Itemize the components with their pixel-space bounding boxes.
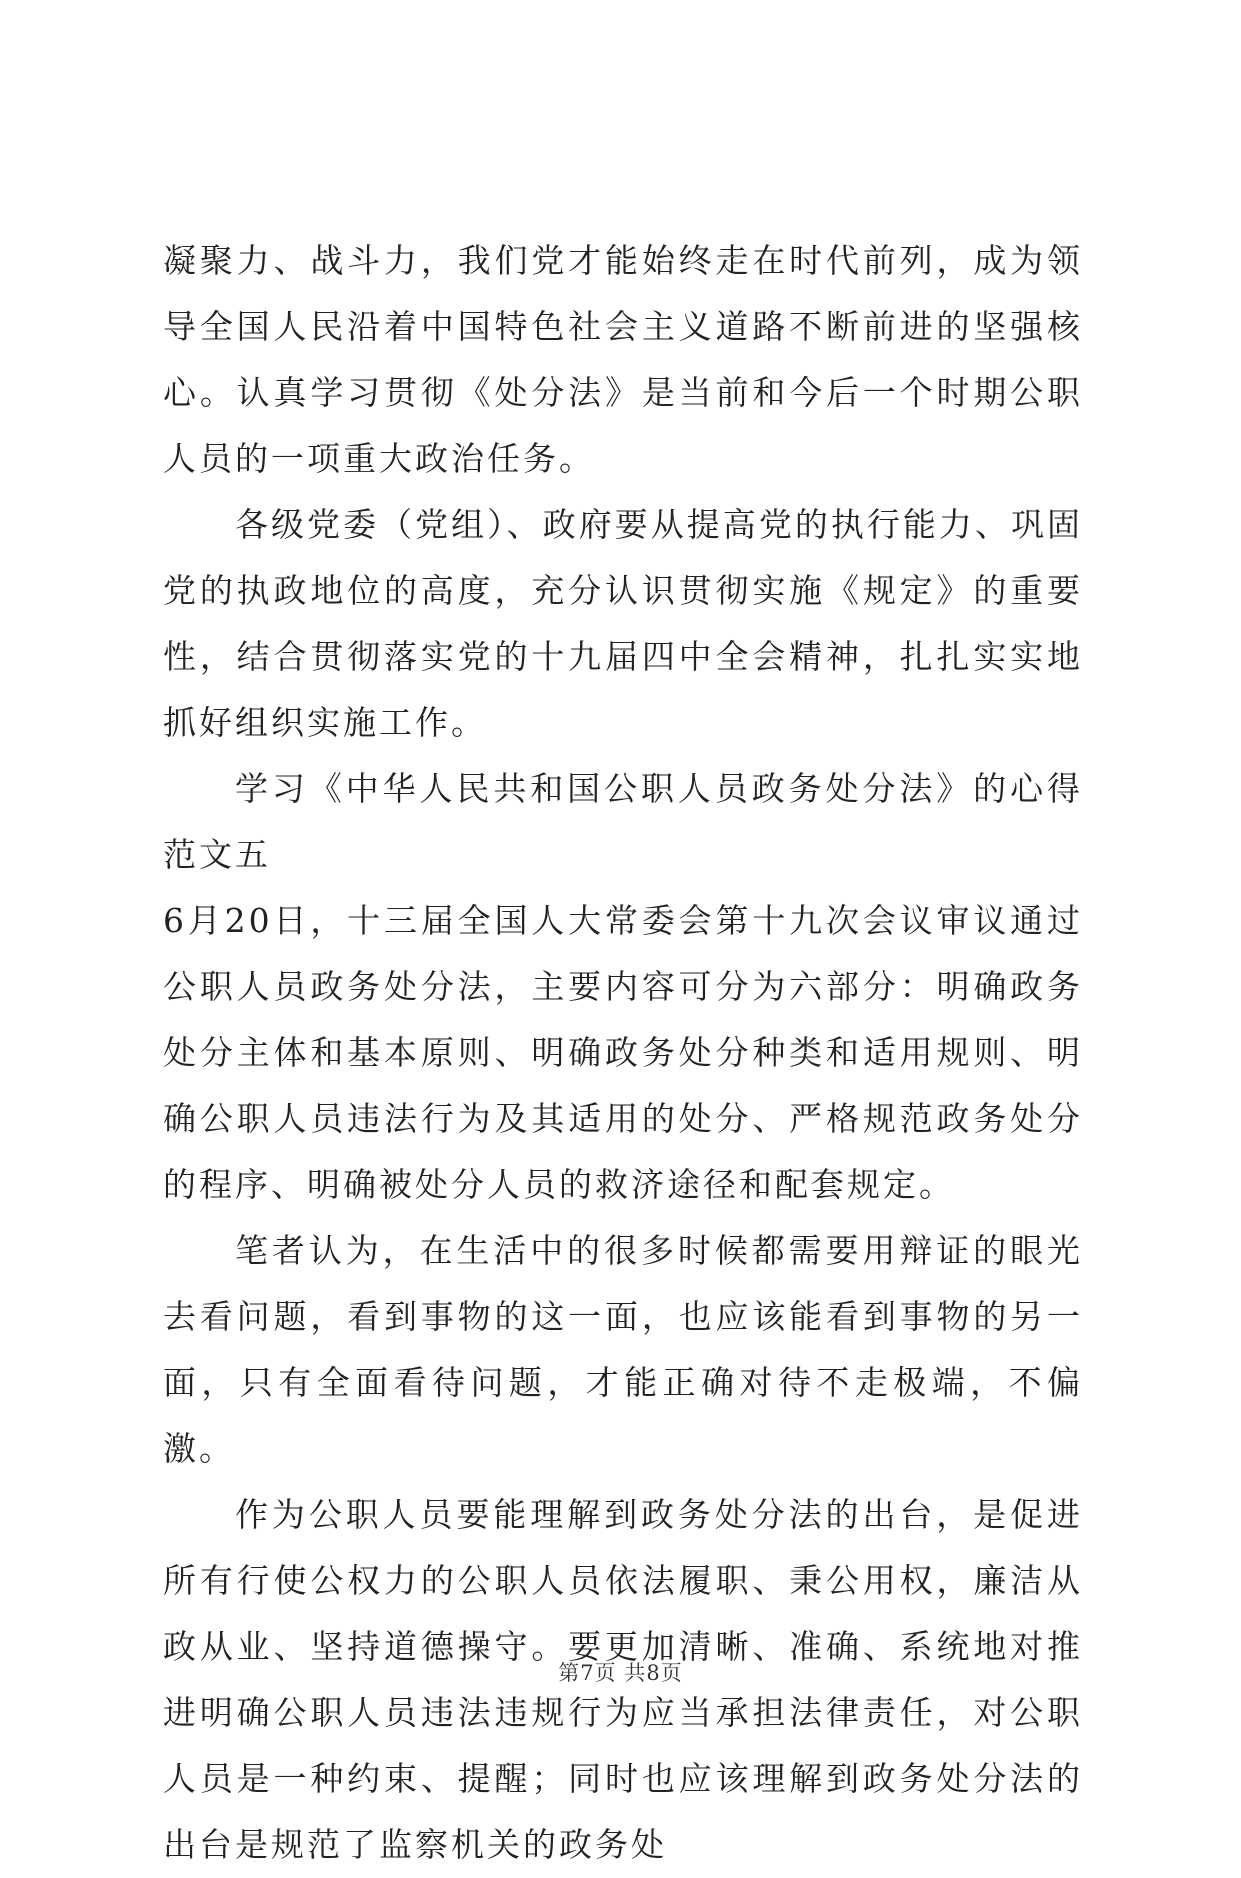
paragraph-5: 作为公职人员要能理解到政务处分法的出台，是促进所有行使公权力的公职人员依法履职、秉公用权，廉洁从政从业、坚持道德操守。要更加清晰、准确、系统地对推进明确公职人员违法违规行为应当承担法律责任，对公职人员是一种约束、提醒；同时也应该理解到政务处分法的出台是规范了监察机关的政务处 [163,1495,1083,1864]
paragraph-3: 6月20日，十三届全国人大常委会第十九次会议审议通过公职人员政务处分法，主要内容可分为六部分：明确政务处分主体和基本原则、明确政务处分种类和适用规则、明确公职人员违法行为及其适用的处分、严格规范政务处分的程序、明确被处分人员的救济途径和配套规定。 [163,901,1083,1204]
paragraph-1: 凝聚力、战斗力，我们党才能始终走在时代前列，成为领导全国人民沿着中国特色社会主义道路不断前进的坚强核心。认真学习贯彻《处分法》是当前和今后一个时期公职人员的一项重大政治任务。 [163,241,1083,478]
paragraph-4: 笔者认为，在生活中的很多时候都需要用辩证的眼光去看问题，看到事物的这一面，也应该能看到事物的另一面，只有全面看待问题，才能正确对待不走极端，不偏激。 [163,1231,1083,1468]
document-body [163,228,1083,1878]
page-number-footer: 第7页 共8页 [558,1661,683,1685]
paragraph-2: 各级党委（党组）、政府要从提高党的执行能力、巩固党的执政地位的高度，充分认识贯彻实施《规定》的重要性，结合贯彻落实党的十九届四中全会精神，扎扎实实地抓好组织实施工作。 [163,505,1083,742]
section-heading: 学习《中华人民共和国公职人员政务处分法》的心得范文五 [163,769,1083,874]
